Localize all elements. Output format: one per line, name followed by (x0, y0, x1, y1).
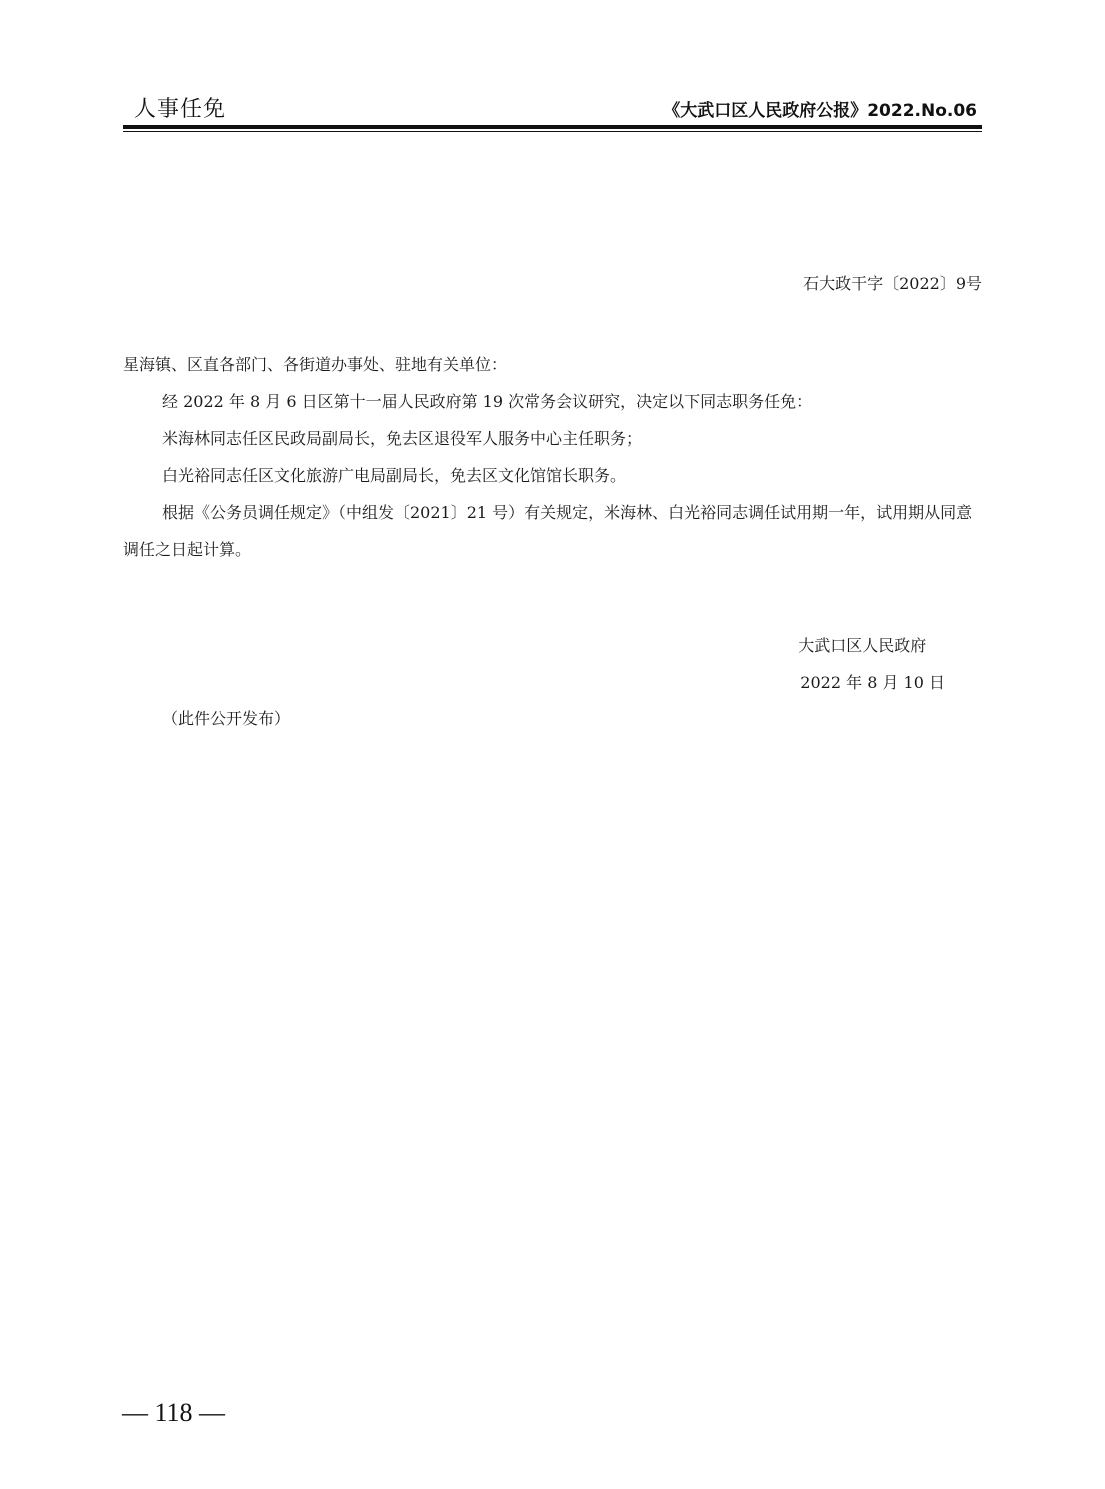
publication-note: （此件公开发布） (162, 709, 291, 728)
paragraph-decision: 经 2022 年 8 月 6 日区第十一届人民政府第 19 次常务会议研究，决定以下同志职务任免： (162, 392, 813, 411)
addressee: 星海镇、区直各部门、各街道办事处、驻地有关单位： (123, 355, 508, 374)
issue-date: 2022 年 8 月 10 日 (800, 673, 945, 692)
paragraph-appointment-1: 米海林同志任区民政局副局长，免去区退役军人服务中心主任职务； (162, 429, 643, 448)
paragraph-probation: 根据《公务员调任规定》（中组发〔2021〕21 号）有关规定，米海林、白光裕同志调任试用期一年，试用期从同意调任之日起计算。 (123, 503, 973, 559)
header-rule-thick (123, 125, 982, 129)
header-rule-thin (123, 131, 982, 132)
publication-title: 《大武口区人民政府公报》2022.No.06 (663, 101, 977, 121)
signature-block (798, 627, 945, 701)
page-number: — 118 — (122, 1398, 226, 1427)
section-title: 人事任免 (134, 97, 227, 122)
paragraph-appointment-2: 白光裕同志任区文化旅游广电局副局长，免去区文化馆馆长职务。 (162, 466, 627, 485)
document-number: 石大政干字〔2022〕9号 (803, 274, 982, 293)
document-body (123, 346, 985, 568)
issuer: 大武口区人民政府 (798, 636, 927, 655)
